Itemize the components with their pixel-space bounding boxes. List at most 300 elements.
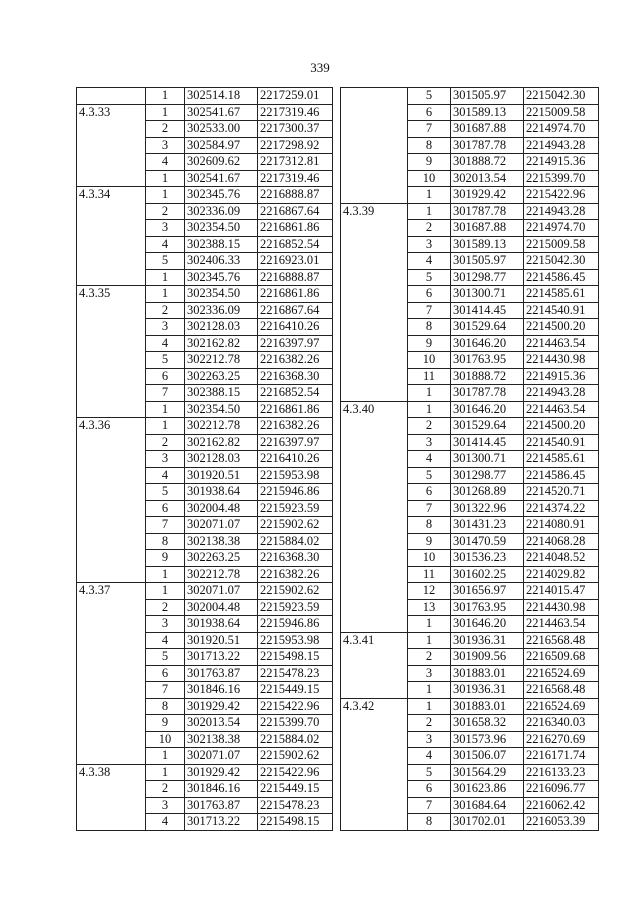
x-coordinate-cell: 302388.15 bbox=[185, 385, 258, 402]
x-coordinate-cell: 301658.32 bbox=[451, 715, 524, 732]
table-row bbox=[341, 665, 599, 682]
point-number-cell: 5 bbox=[408, 88, 451, 105]
y-coordinate-cell: 2214943.28 bbox=[524, 203, 599, 220]
section-cell bbox=[341, 517, 408, 534]
section-cell bbox=[77, 682, 146, 699]
y-coordinate-cell: 2214540.91 bbox=[524, 302, 599, 319]
x-coordinate-cell: 301529.64 bbox=[451, 319, 524, 336]
point-number-cell: 1 bbox=[408, 682, 451, 699]
point-number-cell: 6 bbox=[146, 500, 185, 517]
point-number-cell: 9 bbox=[408, 533, 451, 550]
point-number-cell: 4 bbox=[146, 632, 185, 649]
y-coordinate-cell: 2216368.30 bbox=[258, 550, 333, 567]
x-coordinate-cell: 301687.88 bbox=[451, 220, 524, 237]
point-number-cell: 13 bbox=[408, 599, 451, 616]
section-cell bbox=[341, 649, 408, 666]
point-number-cell: 9 bbox=[146, 715, 185, 732]
point-number-cell: 1 bbox=[146, 764, 185, 781]
x-coordinate-cell: 301938.64 bbox=[185, 484, 258, 501]
point-number-cell: 3 bbox=[408, 665, 451, 682]
x-coordinate-cell: 301846.16 bbox=[185, 781, 258, 798]
table-row bbox=[341, 451, 599, 468]
x-coordinate-cell: 302013.54 bbox=[185, 715, 258, 732]
section-cell bbox=[77, 649, 146, 666]
y-coordinate-cell: 2216888.87 bbox=[258, 187, 333, 204]
x-coordinate-cell: 301763.95 bbox=[451, 352, 524, 369]
section-cell bbox=[341, 814, 408, 831]
section-cell bbox=[77, 203, 146, 220]
x-coordinate-cell: 301684.64 bbox=[451, 797, 524, 814]
x-coordinate-cell: 301505.97 bbox=[451, 253, 524, 270]
x-coordinate-cell: 302162.82 bbox=[185, 335, 258, 352]
point-number-cell: 9 bbox=[408, 335, 451, 352]
page-number: 339 bbox=[310, 60, 330, 75]
table-row bbox=[341, 500, 599, 517]
x-coordinate-cell: 301929.42 bbox=[185, 764, 258, 781]
table-row bbox=[341, 715, 599, 732]
point-number-cell: 7 bbox=[146, 385, 185, 402]
point-number-cell: 6 bbox=[408, 484, 451, 501]
x-coordinate-cell: 301300.71 bbox=[451, 286, 524, 303]
x-coordinate-cell: 301787.78 bbox=[451, 203, 524, 220]
point-number-cell: 10 bbox=[408, 352, 451, 369]
table-row bbox=[77, 286, 333, 303]
section-cell: 4.3.36 bbox=[77, 418, 146, 435]
section-cell bbox=[341, 319, 408, 336]
x-coordinate-cell: 302336.09 bbox=[185, 203, 258, 220]
y-coordinate-cell: 2216867.64 bbox=[258, 203, 333, 220]
section-cell bbox=[77, 500, 146, 517]
x-coordinate-cell: 301909.56 bbox=[451, 649, 524, 666]
x-coordinate-cell: 301623.86 bbox=[451, 781, 524, 798]
x-coordinate-cell: 302533.00 bbox=[185, 121, 258, 138]
y-coordinate-cell: 2215946.86 bbox=[258, 616, 333, 633]
y-coordinate-cell: 2215923.59 bbox=[258, 599, 333, 616]
y-coordinate-cell: 2216062.42 bbox=[524, 797, 599, 814]
x-coordinate-cell: 302212.78 bbox=[185, 418, 258, 435]
y-coordinate-cell: 2217298.92 bbox=[258, 137, 333, 154]
point-number-cell: 1 bbox=[146, 170, 185, 187]
y-coordinate-cell: 2214068.28 bbox=[524, 533, 599, 550]
y-coordinate-cell: 2214048.52 bbox=[524, 550, 599, 567]
y-coordinate-cell: 2216923.01 bbox=[258, 253, 333, 270]
table-row bbox=[341, 748, 599, 765]
y-coordinate-cell: 2214585.61 bbox=[524, 451, 599, 468]
x-coordinate-cell: 301536.23 bbox=[451, 550, 524, 567]
section-cell bbox=[77, 781, 146, 798]
point-number-cell: 5 bbox=[408, 764, 451, 781]
x-coordinate-cell: 302354.50 bbox=[185, 401, 258, 418]
x-coordinate-cell: 301888.72 bbox=[451, 368, 524, 385]
x-coordinate-cell: 301298.77 bbox=[451, 269, 524, 286]
x-coordinate-cell: 301646.20 bbox=[451, 616, 524, 633]
section-cell bbox=[341, 88, 408, 105]
section-cell bbox=[77, 748, 146, 765]
table-row bbox=[77, 451, 333, 468]
x-coordinate-cell: 301713.22 bbox=[185, 814, 258, 831]
x-coordinate-cell: 301268.89 bbox=[451, 484, 524, 501]
y-coordinate-cell: 2216382.26 bbox=[258, 418, 333, 435]
point-number-cell: 1 bbox=[146, 187, 185, 204]
point-number-cell: 4 bbox=[146, 335, 185, 352]
table-row bbox=[77, 220, 333, 237]
y-coordinate-cell: 2216861.86 bbox=[258, 220, 333, 237]
section-cell bbox=[341, 154, 408, 171]
x-coordinate-cell: 302514.18 bbox=[185, 88, 258, 105]
table-row bbox=[77, 632, 333, 649]
y-coordinate-cell: 2214915.36 bbox=[524, 154, 599, 171]
point-number-cell: 6 bbox=[146, 368, 185, 385]
table-row bbox=[77, 797, 333, 814]
section-cell bbox=[77, 220, 146, 237]
x-coordinate-cell: 302138.38 bbox=[185, 533, 258, 550]
x-coordinate-cell: 302541.67 bbox=[185, 170, 258, 187]
y-coordinate-cell: 2216368.30 bbox=[258, 368, 333, 385]
y-coordinate-cell: 2215042.30 bbox=[524, 253, 599, 270]
y-coordinate-cell: 2216410.26 bbox=[258, 319, 333, 336]
point-number-cell: 8 bbox=[408, 517, 451, 534]
y-coordinate-cell: 2216888.87 bbox=[258, 269, 333, 286]
table-row bbox=[341, 814, 599, 831]
x-coordinate-cell: 302584.97 bbox=[185, 137, 258, 154]
section-cell bbox=[77, 170, 146, 187]
x-coordinate-cell: 302541.67 bbox=[185, 104, 258, 121]
table-row bbox=[77, 731, 333, 748]
y-coordinate-cell: 2216382.26 bbox=[258, 352, 333, 369]
x-coordinate-cell: 301414.45 bbox=[451, 434, 524, 451]
y-coordinate-cell: 2214540.91 bbox=[524, 434, 599, 451]
section-cell bbox=[341, 781, 408, 798]
x-coordinate-cell: 301300.71 bbox=[451, 451, 524, 468]
section-cell bbox=[77, 253, 146, 270]
point-number-cell: 7 bbox=[146, 517, 185, 534]
section-cell bbox=[341, 748, 408, 765]
section-cell bbox=[341, 715, 408, 732]
y-coordinate-cell: 2216861.86 bbox=[258, 286, 333, 303]
table-row bbox=[341, 269, 599, 286]
table-row bbox=[341, 616, 599, 633]
x-coordinate-cell: 301920.51 bbox=[185, 632, 258, 649]
point-number-cell: 9 bbox=[146, 550, 185, 567]
point-number-cell: 6 bbox=[408, 286, 451, 303]
section-cell bbox=[341, 385, 408, 402]
point-number-cell: 4 bbox=[408, 253, 451, 270]
point-number-cell: 6 bbox=[146, 665, 185, 682]
y-coordinate-cell: 2216397.97 bbox=[258, 434, 333, 451]
x-coordinate-cell: 301883.01 bbox=[451, 665, 524, 682]
section-cell bbox=[341, 418, 408, 435]
section-cell bbox=[341, 533, 408, 550]
table-row bbox=[341, 286, 599, 303]
y-coordinate-cell: 2214463.54 bbox=[524, 616, 599, 633]
point-number-cell: 1 bbox=[408, 203, 451, 220]
section-cell bbox=[77, 335, 146, 352]
table-row bbox=[77, 764, 333, 781]
point-number-cell: 2 bbox=[146, 599, 185, 616]
x-coordinate-cell: 301763.87 bbox=[185, 665, 258, 682]
point-number-cell: 8 bbox=[146, 698, 185, 715]
section-cell bbox=[77, 236, 146, 253]
section-cell bbox=[77, 484, 146, 501]
table-row bbox=[77, 682, 333, 699]
section-cell bbox=[341, 121, 408, 138]
section-cell bbox=[77, 616, 146, 633]
table-row bbox=[77, 715, 333, 732]
point-number-cell: 4 bbox=[146, 467, 185, 484]
x-coordinate-cell: 301713.22 bbox=[185, 649, 258, 666]
table-row bbox=[77, 517, 333, 534]
point-number-cell: 1 bbox=[408, 401, 451, 418]
section-cell bbox=[77, 451, 146, 468]
y-coordinate-cell: 2214943.28 bbox=[524, 137, 599, 154]
section-cell bbox=[341, 220, 408, 237]
point-number-cell: 3 bbox=[146, 616, 185, 633]
x-coordinate-cell: 302004.48 bbox=[185, 500, 258, 517]
section-cell: 4.3.40 bbox=[341, 401, 408, 418]
table-row bbox=[341, 682, 599, 699]
table-row bbox=[341, 533, 599, 550]
table-row bbox=[77, 583, 333, 600]
point-number-cell: 7 bbox=[408, 121, 451, 138]
section-cell bbox=[341, 764, 408, 781]
table-row bbox=[77, 484, 333, 501]
table-row bbox=[77, 814, 333, 831]
x-coordinate-cell: 301431.23 bbox=[451, 517, 524, 534]
point-number-cell: 3 bbox=[408, 434, 451, 451]
section-cell bbox=[77, 434, 146, 451]
section-cell: 4.3.34 bbox=[77, 187, 146, 204]
table-row bbox=[77, 467, 333, 484]
x-coordinate-cell: 301564.29 bbox=[451, 764, 524, 781]
y-coordinate-cell: 2214586.45 bbox=[524, 467, 599, 484]
point-number-cell: 3 bbox=[408, 236, 451, 253]
point-number-cell: 4 bbox=[146, 814, 185, 831]
y-coordinate-cell: 2215449.15 bbox=[258, 781, 333, 798]
table-row bbox=[77, 533, 333, 550]
table-row bbox=[341, 220, 599, 237]
point-number-cell: 11 bbox=[408, 566, 451, 583]
y-coordinate-cell: 2215953.98 bbox=[258, 467, 333, 484]
y-coordinate-cell: 2217312.81 bbox=[258, 154, 333, 171]
table-row bbox=[341, 599, 599, 616]
section-cell: 4.3.33 bbox=[77, 104, 146, 121]
table-row bbox=[77, 88, 333, 105]
section-cell bbox=[341, 550, 408, 567]
point-number-cell: 3 bbox=[146, 451, 185, 468]
section-cell bbox=[77, 154, 146, 171]
x-coordinate-cell: 301506.07 bbox=[451, 748, 524, 765]
y-coordinate-cell: 2216852.54 bbox=[258, 236, 333, 253]
y-coordinate-cell: 2215009.58 bbox=[524, 104, 599, 121]
point-number-cell: 2 bbox=[408, 220, 451, 237]
x-coordinate-cell: 302071.07 bbox=[185, 517, 258, 534]
table-row bbox=[341, 302, 599, 319]
y-coordinate-cell: 2215042.30 bbox=[524, 88, 599, 105]
x-coordinate-cell: 301505.97 bbox=[451, 88, 524, 105]
x-coordinate-cell: 302004.48 bbox=[185, 599, 258, 616]
x-coordinate-cell: 301414.45 bbox=[451, 302, 524, 319]
y-coordinate-cell: 2214500.20 bbox=[524, 418, 599, 435]
x-coordinate-cell: 301687.88 bbox=[451, 121, 524, 138]
table-row bbox=[77, 616, 333, 633]
table-row bbox=[77, 253, 333, 270]
section-cell bbox=[341, 352, 408, 369]
point-number-cell: 3 bbox=[408, 731, 451, 748]
table-row bbox=[341, 385, 599, 402]
point-number-cell: 1 bbox=[408, 616, 451, 633]
x-coordinate-cell: 301646.20 bbox=[451, 335, 524, 352]
x-coordinate-cell: 301646.20 bbox=[451, 401, 524, 418]
point-number-cell: 1 bbox=[408, 187, 451, 204]
point-number-cell: 6 bbox=[408, 104, 451, 121]
point-number-cell: 3 bbox=[146, 137, 185, 154]
x-coordinate-cell: 302128.03 bbox=[185, 451, 258, 468]
y-coordinate-cell: 2216397.97 bbox=[258, 335, 333, 352]
point-number-cell: 9 bbox=[408, 154, 451, 171]
section-cell bbox=[77, 698, 146, 715]
section-cell bbox=[77, 368, 146, 385]
point-number-cell: 1 bbox=[408, 385, 451, 402]
table-row bbox=[341, 649, 599, 666]
y-coordinate-cell: 2216524.69 bbox=[524, 698, 599, 715]
table-row bbox=[341, 764, 599, 781]
table-row bbox=[341, 352, 599, 369]
y-coordinate-cell: 2215478.23 bbox=[258, 797, 333, 814]
point-number-cell: 1 bbox=[408, 632, 451, 649]
table-row bbox=[77, 187, 333, 204]
section-cell bbox=[341, 665, 408, 682]
table-row bbox=[77, 319, 333, 336]
x-coordinate-cell: 302263.25 bbox=[185, 368, 258, 385]
point-number-cell: 5 bbox=[408, 467, 451, 484]
table-row bbox=[341, 154, 599, 171]
table-row bbox=[341, 137, 599, 154]
table-row bbox=[341, 236, 599, 253]
point-number-cell: 4 bbox=[146, 154, 185, 171]
y-coordinate-cell: 2216133.23 bbox=[524, 764, 599, 781]
y-coordinate-cell: 2215498.15 bbox=[258, 649, 333, 666]
section-cell bbox=[77, 797, 146, 814]
coordinates-table-left bbox=[76, 87, 333, 831]
table-row bbox=[77, 368, 333, 385]
y-coordinate-cell: 2214430.98 bbox=[524, 599, 599, 616]
x-coordinate-cell: 302406.33 bbox=[185, 253, 258, 270]
x-coordinate-cell: 301763.95 bbox=[451, 599, 524, 616]
point-number-cell: 3 bbox=[146, 319, 185, 336]
y-coordinate-cell: 2215902.62 bbox=[258, 583, 333, 600]
point-number-cell: 2 bbox=[146, 781, 185, 798]
y-coordinate-cell: 2215449.15 bbox=[258, 682, 333, 699]
section-cell bbox=[341, 253, 408, 270]
table-row bbox=[341, 203, 599, 220]
y-coordinate-cell: 2217319.46 bbox=[258, 104, 333, 121]
table-row bbox=[77, 352, 333, 369]
section-cell bbox=[77, 599, 146, 616]
y-coordinate-cell: 2216410.26 bbox=[258, 451, 333, 468]
x-coordinate-cell: 301888.72 bbox=[451, 154, 524, 171]
table-row bbox=[77, 170, 333, 187]
x-coordinate-cell: 302212.78 bbox=[185, 352, 258, 369]
table-row bbox=[77, 401, 333, 418]
table-row bbox=[341, 418, 599, 435]
x-coordinate-cell: 301936.31 bbox=[451, 682, 524, 699]
x-coordinate-cell: 301589.13 bbox=[451, 104, 524, 121]
section-cell bbox=[341, 484, 408, 501]
y-coordinate-cell: 2215478.23 bbox=[258, 665, 333, 682]
x-coordinate-cell: 301298.77 bbox=[451, 467, 524, 484]
point-number-cell: 1 bbox=[408, 698, 451, 715]
y-coordinate-cell: 2215422.96 bbox=[258, 764, 333, 781]
x-coordinate-cell: 302388.15 bbox=[185, 236, 258, 253]
table-row bbox=[341, 781, 599, 798]
table-row bbox=[77, 385, 333, 402]
x-coordinate-cell: 302345.76 bbox=[185, 269, 258, 286]
x-coordinate-cell: 301787.78 bbox=[451, 137, 524, 154]
point-number-cell: 7 bbox=[146, 682, 185, 699]
table-row bbox=[341, 319, 599, 336]
point-number-cell: 5 bbox=[146, 484, 185, 501]
section-cell bbox=[341, 170, 408, 187]
table-row bbox=[341, 187, 599, 204]
y-coordinate-cell: 2215422.96 bbox=[258, 698, 333, 715]
table-row bbox=[77, 781, 333, 798]
point-number-cell: 11 bbox=[408, 368, 451, 385]
section-cell bbox=[341, 104, 408, 121]
section-cell bbox=[77, 302, 146, 319]
table-row bbox=[341, 88, 599, 105]
point-number-cell: 1 bbox=[146, 88, 185, 105]
table-row bbox=[341, 797, 599, 814]
point-number-cell: 3 bbox=[146, 220, 185, 237]
point-number-cell: 10 bbox=[408, 550, 451, 567]
x-coordinate-cell: 301938.64 bbox=[185, 616, 258, 633]
y-coordinate-cell: 2214974.70 bbox=[524, 121, 599, 138]
table-row bbox=[341, 566, 599, 583]
table-row bbox=[341, 253, 599, 270]
section-cell bbox=[77, 632, 146, 649]
table-row bbox=[341, 368, 599, 385]
x-coordinate-cell: 301322.96 bbox=[451, 500, 524, 517]
section-cell bbox=[77, 88, 146, 105]
y-coordinate-cell: 2215946.86 bbox=[258, 484, 333, 501]
section-cell bbox=[341, 137, 408, 154]
x-coordinate-cell: 301589.13 bbox=[451, 236, 524, 253]
point-number-cell: 6 bbox=[408, 781, 451, 798]
section-cell bbox=[341, 566, 408, 583]
point-number-cell: 5 bbox=[146, 649, 185, 666]
table-row bbox=[77, 236, 333, 253]
x-coordinate-cell: 302354.50 bbox=[185, 220, 258, 237]
section-cell bbox=[341, 236, 408, 253]
section-cell bbox=[341, 467, 408, 484]
point-number-cell: 4 bbox=[146, 236, 185, 253]
point-number-cell: 1 bbox=[146, 104, 185, 121]
x-coordinate-cell: 302263.25 bbox=[185, 550, 258, 567]
point-number-cell: 1 bbox=[146, 401, 185, 418]
y-coordinate-cell: 2215902.62 bbox=[258, 748, 333, 765]
section-cell bbox=[341, 335, 408, 352]
x-coordinate-cell: 301929.42 bbox=[451, 187, 524, 204]
section-cell bbox=[77, 319, 146, 336]
point-number-cell: 2 bbox=[146, 121, 185, 138]
x-coordinate-cell: 301936.31 bbox=[451, 632, 524, 649]
y-coordinate-cell: 2215009.58 bbox=[524, 236, 599, 253]
x-coordinate-cell: 301920.51 bbox=[185, 467, 258, 484]
section-cell bbox=[77, 665, 146, 682]
table-row bbox=[77, 566, 333, 583]
section-cell bbox=[341, 434, 408, 451]
table-row bbox=[341, 467, 599, 484]
